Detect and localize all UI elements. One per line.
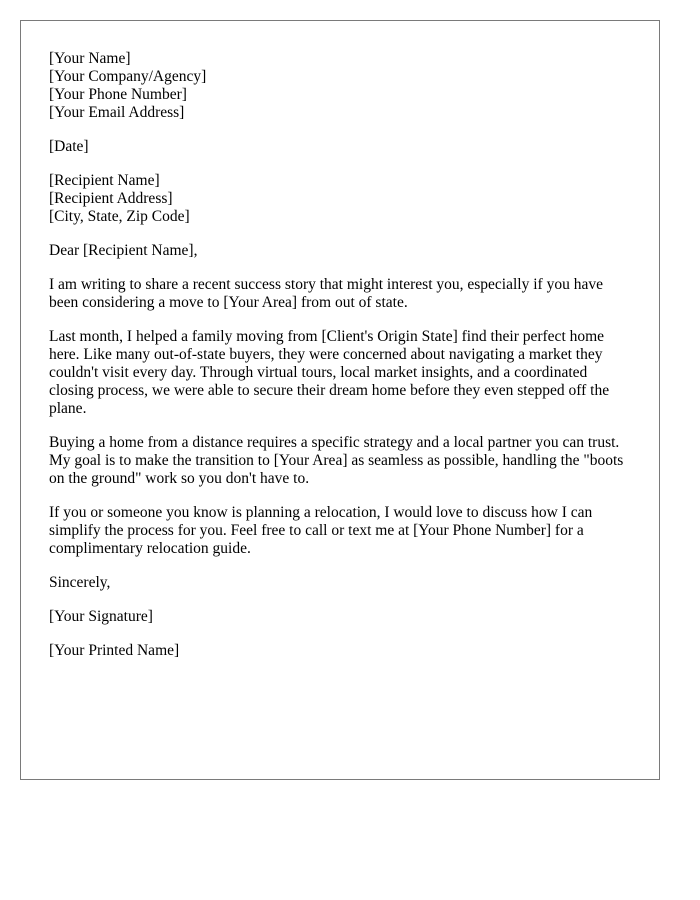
recipient-block [49,172,634,226]
salutation: Dear [Recipient Name], [49,242,198,259]
recipient-address: [Recipient Address] [49,190,173,207]
sender-name: [Your Name] [49,50,131,67]
recipient-name: [Recipient Name] [49,172,160,189]
printed-name: [Your Printed Name] [49,642,180,659]
signature: [Your Signature] [49,608,153,625]
body-paragraph-1: I am writing to share a recent success story that might interest you, especially if you have been considering a move to [Your Area] from out of state. [49,276,603,311]
sender-email: [Your Email Address] [49,104,185,121]
letter-page [20,20,660,780]
sender-phone: [Your Phone Number] [49,86,187,103]
sender-block [49,50,634,122]
letter-date: [Date] [49,138,89,155]
recipient-city-state-zip: [City, State, Zip Code] [49,208,190,225]
body-paragraph-4: If you or someone you know is planning a relocation, I would love to discuss how I can simplify the process for you. Feel free to call or text me at [Your Phone Number] for a complimentary relocation guide. [49,504,593,557]
date-block [49,138,634,156]
closing: Sincerely, [49,574,111,591]
body-paragraph-3: Buying a home from a distance requires a specific strategy and a local partner you can trust. My goal is to make the transition to [Your Area] as seamless as possible, handling the "boots on the ground" work so you don't have to. [49,434,624,487]
letter-content [49,50,634,676]
sender-company: [Your Company/Agency] [49,68,207,85]
body-paragraph-2: Last month, I helped a family moving from [Client's Origin State] find their perfect home here. Like many out-of-state buyers, they were concerned about navigating a market they couldn't visit every day. Through virtual tours, local market insights, and a coordinated closing process, we were able to secure their dream home before they even stepped off the plane. [49,328,610,417]
